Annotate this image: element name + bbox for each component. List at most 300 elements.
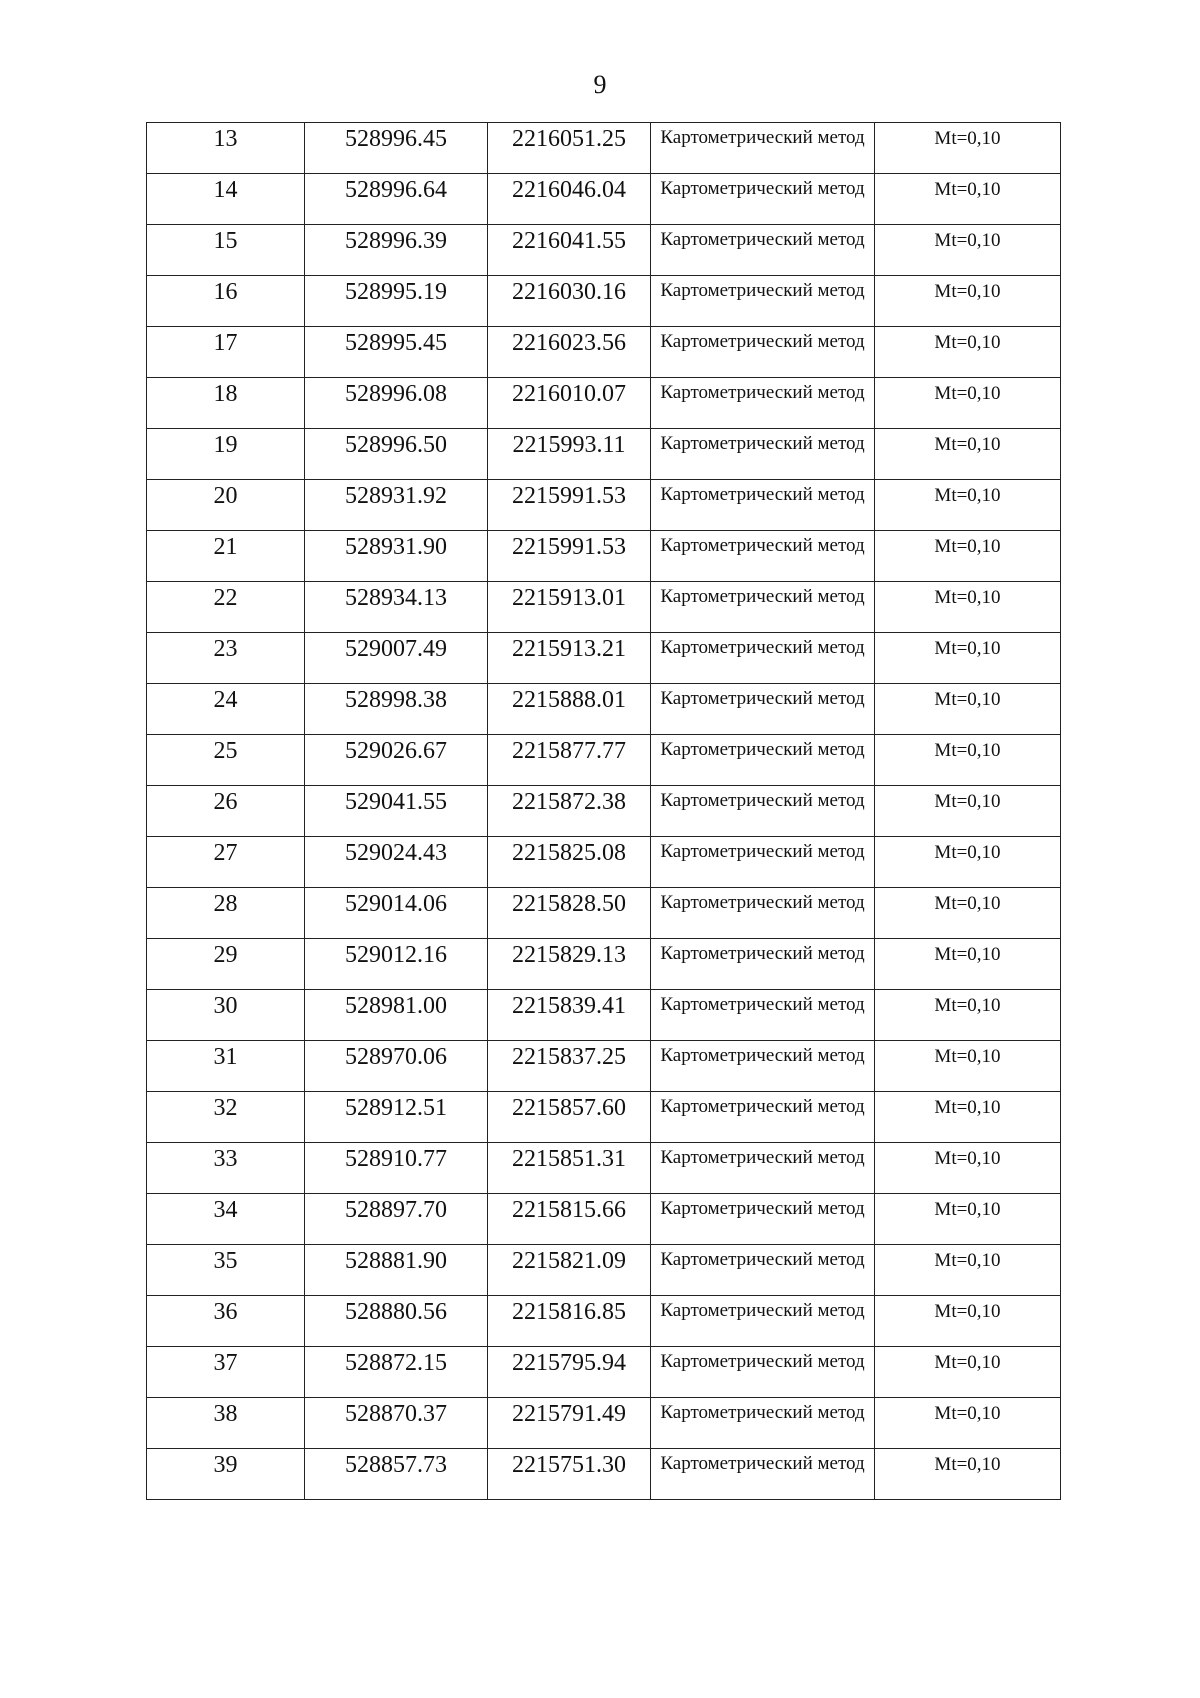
y-coordinate-cell <box>488 582 651 633</box>
point-number: 38 <box>213 1401 238 1427</box>
y-coordinate: 2215888.01 <box>512 687 626 713</box>
accuracy-value: Mt=0,10 <box>934 791 1001 812</box>
determination-method: Картометрический метод <box>660 1249 865 1270</box>
accuracy-value-cell <box>875 378 1061 429</box>
x-coordinate-cell <box>305 1143 488 1194</box>
accuracy-value: Mt=0,10 <box>934 332 1001 353</box>
accuracy-value-cell <box>875 429 1061 480</box>
table-row <box>147 1245 1061 1296</box>
accuracy-value-cell <box>875 888 1061 939</box>
accuracy-value-cell <box>875 1245 1061 1296</box>
point-number: 14 <box>213 177 238 203</box>
x-coordinate: 529014.06 <box>345 891 447 917</box>
point-number: 39 <box>213 1452 238 1478</box>
y-coordinate: 2216051.25 <box>512 126 626 152</box>
table-row <box>147 531 1061 582</box>
table-row <box>147 990 1061 1041</box>
x-coordinate: 529024.43 <box>345 840 447 866</box>
y-coordinate: 2216023.56 <box>512 330 626 356</box>
point-number: 18 <box>213 381 238 407</box>
table-row <box>147 1041 1061 1092</box>
x-coordinate: 528912.51 <box>345 1095 447 1121</box>
determination-method: Картометрический метод <box>660 586 865 607</box>
y-coordinate: 2215993.11 <box>512 432 626 458</box>
point-number-cell <box>147 888 305 939</box>
y-coordinate: 2215991.53 <box>512 483 626 509</box>
x-coordinate-cell <box>305 1347 488 1398</box>
point-number: 25 <box>213 738 238 764</box>
x-coordinate: 529012.16 <box>345 942 447 968</box>
accuracy-value: Mt=0,10 <box>934 230 1001 251</box>
y-coordinate: 2215991.53 <box>512 534 626 560</box>
x-coordinate-cell <box>305 1296 488 1347</box>
determination-method: Картометрический метод <box>660 484 865 505</box>
determination-method-cell <box>651 276 875 327</box>
y-coordinate: 2216041.55 <box>512 228 626 254</box>
determination-method: Картометрический метод <box>660 892 865 913</box>
point-number-cell <box>147 531 305 582</box>
determination-method-cell <box>651 582 875 633</box>
y-coordinate: 2215751.30 <box>512 1452 626 1478</box>
determination-method-cell <box>651 174 875 225</box>
table-row <box>147 837 1061 888</box>
x-coordinate: 528996.45 <box>345 126 447 152</box>
x-coordinate-cell <box>305 1449 488 1500</box>
accuracy-value-cell <box>875 225 1061 276</box>
determination-method-cell <box>651 939 875 990</box>
accuracy-value: Mt=0,10 <box>934 1250 1001 1271</box>
point-number: 13 <box>213 126 238 152</box>
table-row <box>147 1347 1061 1398</box>
point-number: 31 <box>213 1044 238 1070</box>
y-coordinate-cell <box>488 1245 651 1296</box>
point-number: 22 <box>213 585 238 611</box>
accuracy-value-cell <box>875 582 1061 633</box>
point-number-cell <box>147 990 305 1041</box>
determination-method-cell <box>651 786 875 837</box>
point-number-cell <box>147 1041 305 1092</box>
x-coordinate-cell <box>305 1245 488 1296</box>
determination-method: Картометрический метод <box>660 1300 865 1321</box>
x-coordinate-cell <box>305 1092 488 1143</box>
point-number: 19 <box>213 432 238 458</box>
determination-method-cell <box>651 1194 875 1245</box>
x-coordinate-cell <box>305 429 488 480</box>
x-coordinate: 529041.55 <box>345 789 447 815</box>
determination-method: Картометрический метод <box>660 535 865 556</box>
y-coordinate: 2215913.01 <box>512 585 626 611</box>
x-coordinate: 528931.92 <box>345 483 447 509</box>
x-coordinate-cell <box>305 633 488 684</box>
accuracy-value-cell <box>875 1449 1061 1500</box>
y-coordinate-cell <box>488 429 651 480</box>
x-coordinate-cell <box>305 1398 488 1449</box>
y-coordinate-cell <box>488 888 651 939</box>
y-coordinate: 2215825.08 <box>512 840 626 866</box>
accuracy-value: Mt=0,10 <box>934 1454 1001 1475</box>
accuracy-value-cell <box>875 174 1061 225</box>
point-number: 30 <box>213 993 238 1019</box>
point-number-cell <box>147 429 305 480</box>
y-coordinate: 2215795.94 <box>512 1350 626 1376</box>
point-number: 24 <box>213 687 238 713</box>
determination-method: Картометрический метод <box>660 229 865 250</box>
point-number: 21 <box>213 534 238 560</box>
determination-method-cell <box>651 1449 875 1500</box>
determination-method-cell <box>651 1296 875 1347</box>
accuracy-value: Mt=0,10 <box>934 740 1001 761</box>
point-number-cell <box>147 939 305 990</box>
point-number-cell <box>147 123 305 174</box>
accuracy-value-cell <box>875 327 1061 378</box>
table-row <box>147 123 1061 174</box>
x-coordinate-cell <box>305 990 488 1041</box>
point-number: 35 <box>213 1248 238 1274</box>
determination-method-cell <box>651 684 875 735</box>
determination-method: Картометрический метод <box>660 1045 865 1066</box>
y-coordinate: 2215829.13 <box>512 942 626 968</box>
accuracy-value: Mt=0,10 <box>934 1352 1001 1373</box>
accuracy-value: Mt=0,10 <box>934 281 1001 302</box>
point-number-cell <box>147 378 305 429</box>
x-coordinate: 528995.19 <box>345 279 447 305</box>
accuracy-value: Mt=0,10 <box>934 638 1001 659</box>
y-coordinate-cell <box>488 531 651 582</box>
x-coordinate-cell <box>305 174 488 225</box>
x-coordinate: 528970.06 <box>345 1044 447 1070</box>
point-number-cell <box>147 225 305 276</box>
accuracy-value: Mt=0,10 <box>934 128 1001 149</box>
x-coordinate: 528996.39 <box>345 228 447 254</box>
y-coordinate-cell <box>488 327 651 378</box>
y-coordinate-cell <box>488 990 651 1041</box>
accuracy-value-cell <box>875 531 1061 582</box>
accuracy-value-cell <box>875 1194 1061 1245</box>
x-coordinate: 528995.45 <box>345 330 447 356</box>
determination-method-cell <box>651 225 875 276</box>
point-number-cell <box>147 327 305 378</box>
y-coordinate-cell <box>488 1347 651 1398</box>
determination-method-cell <box>651 123 875 174</box>
accuracy-value: Mt=0,10 <box>934 944 1001 965</box>
accuracy-value: Mt=0,10 <box>934 1403 1001 1424</box>
determination-method-cell <box>651 888 875 939</box>
table-row <box>147 1143 1061 1194</box>
determination-method-cell <box>651 633 875 684</box>
y-coordinate: 2215837.25 <box>512 1044 626 1070</box>
accuracy-value-cell <box>875 123 1061 174</box>
y-coordinate-cell <box>488 1194 651 1245</box>
x-coordinate: 528998.38 <box>345 687 447 713</box>
x-coordinate: 528996.50 <box>345 432 447 458</box>
y-coordinate: 2215913.21 <box>512 636 626 662</box>
point-number: 32 <box>213 1095 238 1121</box>
y-coordinate-cell <box>488 480 651 531</box>
accuracy-value-cell <box>875 684 1061 735</box>
point-number: 37 <box>213 1350 238 1376</box>
point-number-cell <box>147 786 305 837</box>
x-coordinate-cell <box>305 225 488 276</box>
x-coordinate: 528880.56 <box>345 1299 447 1325</box>
determination-method: Картометрический метод <box>660 994 865 1015</box>
table-row <box>147 1398 1061 1449</box>
determination-method: Картометрический метод <box>660 1198 865 1219</box>
x-coordinate: 528910.77 <box>345 1146 447 1172</box>
table-row <box>147 888 1061 939</box>
determination-method-cell <box>651 990 875 1041</box>
y-coordinate-cell <box>488 1041 651 1092</box>
x-coordinate: 528996.08 <box>345 381 447 407</box>
determination-method: Картометрический метод <box>660 637 865 658</box>
point-number: 33 <box>213 1146 238 1172</box>
determination-method: Картометрический метод <box>660 1147 865 1168</box>
accuracy-value: Mt=0,10 <box>934 485 1001 506</box>
determination-method: Картометрический метод <box>660 790 865 811</box>
table-row <box>147 174 1061 225</box>
x-coordinate: 529007.49 <box>345 636 447 662</box>
accuracy-value-cell <box>875 990 1061 1041</box>
accuracy-value-cell <box>875 939 1061 990</box>
accuracy-value: Mt=0,10 <box>934 383 1001 404</box>
x-coordinate-cell <box>305 123 488 174</box>
point-number-cell <box>147 837 305 888</box>
point-number-cell <box>147 582 305 633</box>
determination-method-cell <box>651 1347 875 1398</box>
determination-method: Картометрический метод <box>660 280 865 301</box>
x-coordinate: 528872.15 <box>345 1350 447 1376</box>
determination-method-cell <box>651 531 875 582</box>
determination-method-cell <box>651 1245 875 1296</box>
y-coordinate: 2215857.60 <box>512 1095 626 1121</box>
accuracy-value: Mt=0,10 <box>934 1199 1001 1220</box>
determination-method-cell <box>651 1398 875 1449</box>
y-coordinate-cell <box>488 123 651 174</box>
y-coordinate: 2215816.85 <box>512 1299 626 1325</box>
determination-method: Картометрический метод <box>660 433 865 454</box>
y-coordinate: 2215877.77 <box>512 738 626 764</box>
table-row <box>147 582 1061 633</box>
determination-method-cell <box>651 1041 875 1092</box>
x-coordinate-cell <box>305 582 488 633</box>
table-row <box>147 276 1061 327</box>
determination-method: Картометрический метод <box>660 127 865 148</box>
table-row <box>147 429 1061 480</box>
determination-method-cell <box>651 735 875 786</box>
accuracy-value: Mt=0,10 <box>934 689 1001 710</box>
y-coordinate: 2215851.31 <box>512 1146 626 1172</box>
accuracy-value-cell <box>875 633 1061 684</box>
determination-method: Картометрический метод <box>660 1351 865 1372</box>
table-row <box>147 684 1061 735</box>
y-coordinate-cell <box>488 174 651 225</box>
x-coordinate: 529026.67 <box>345 738 447 764</box>
accuracy-value: Mt=0,10 <box>934 587 1001 608</box>
table-row <box>147 327 1061 378</box>
coordinates-table-body <box>147 123 1061 1500</box>
point-number: 20 <box>213 483 238 509</box>
determination-method: Картометрический метод <box>660 1402 865 1423</box>
y-coordinate-cell <box>488 633 651 684</box>
table-row <box>147 939 1061 990</box>
point-number-cell <box>147 276 305 327</box>
y-coordinate-cell <box>488 786 651 837</box>
y-coordinate: 2215872.38 <box>512 789 626 815</box>
point-number-cell <box>147 1398 305 1449</box>
x-coordinate-cell <box>305 1194 488 1245</box>
x-coordinate-cell <box>305 531 488 582</box>
determination-method: Картометрический метод <box>660 1453 865 1474</box>
y-coordinate-cell <box>488 1143 651 1194</box>
x-coordinate-cell <box>305 939 488 990</box>
y-coordinate-cell <box>488 225 651 276</box>
x-coordinate-cell <box>305 735 488 786</box>
determination-method: Картометрический метод <box>660 739 865 760</box>
determination-method: Картометрический метод <box>660 331 865 352</box>
page-number: 9 <box>593 70 607 99</box>
x-coordinate-cell <box>305 276 488 327</box>
y-coordinate-cell <box>488 735 651 786</box>
accuracy-value-cell <box>875 837 1061 888</box>
point-number: 15 <box>213 228 238 254</box>
accuracy-value-cell <box>875 1398 1061 1449</box>
y-coordinate: 2216046.04 <box>512 177 626 203</box>
x-coordinate: 528897.70 <box>345 1197 447 1223</box>
table-row <box>147 1296 1061 1347</box>
point-number-cell <box>147 1449 305 1500</box>
x-coordinate-cell <box>305 1041 488 1092</box>
accuracy-value: Mt=0,10 <box>934 1097 1001 1118</box>
point-number-cell <box>147 735 305 786</box>
point-number-cell <box>147 1194 305 1245</box>
determination-method: Картометрический метод <box>660 688 865 709</box>
determination-method-cell <box>651 327 875 378</box>
y-coordinate-cell <box>488 939 651 990</box>
determination-method: Картометрический метод <box>660 178 865 199</box>
point-number-cell <box>147 684 305 735</box>
accuracy-value-cell <box>875 1041 1061 1092</box>
accuracy-value-cell <box>875 1143 1061 1194</box>
y-coordinate-cell <box>488 1449 651 1500</box>
accuracy-value: Mt=0,10 <box>934 179 1001 200</box>
x-coordinate-cell <box>305 888 488 939</box>
x-coordinate: 528934.13 <box>345 585 447 611</box>
y-coordinate-cell <box>488 837 651 888</box>
point-number: 36 <box>213 1299 238 1325</box>
x-coordinate-cell <box>305 378 488 429</box>
x-coordinate-cell <box>305 837 488 888</box>
y-coordinate-cell <box>488 276 651 327</box>
accuracy-value: Mt=0,10 <box>934 995 1001 1016</box>
table-row <box>147 378 1061 429</box>
y-coordinate-cell <box>488 1398 651 1449</box>
table-row <box>147 1194 1061 1245</box>
x-coordinate: 528981.00 <box>345 993 447 1019</box>
point-number: 28 <box>213 891 238 917</box>
x-coordinate: 528931.90 <box>345 534 447 560</box>
point-number-cell <box>147 174 305 225</box>
determination-method-cell <box>651 378 875 429</box>
y-coordinate: 2215828.50 <box>512 891 626 917</box>
x-coordinate-cell <box>305 327 488 378</box>
determination-method: Картометрический метод <box>660 382 865 403</box>
x-coordinate: 528881.90 <box>345 1248 447 1274</box>
point-number-cell <box>147 633 305 684</box>
point-number: 34 <box>213 1197 238 1223</box>
point-number-cell <box>147 480 305 531</box>
x-coordinate: 528870.37 <box>345 1401 447 1427</box>
x-coordinate-cell <box>305 786 488 837</box>
determination-method: Картометрический метод <box>660 841 865 862</box>
point-number-cell <box>147 1296 305 1347</box>
accuracy-value: Mt=0,10 <box>934 842 1001 863</box>
accuracy-value-cell <box>875 276 1061 327</box>
x-coordinate-cell <box>305 480 488 531</box>
accuracy-value-cell <box>875 480 1061 531</box>
y-coordinate: 2215815.66 <box>512 1197 626 1223</box>
determination-method: Картометрический метод <box>660 1096 865 1117</box>
x-coordinate: 528996.64 <box>345 177 447 203</box>
y-coordinate-cell <box>488 378 651 429</box>
determination-method-cell <box>651 837 875 888</box>
accuracy-value-cell <box>875 1092 1061 1143</box>
point-number-cell <box>147 1143 305 1194</box>
table-row <box>147 633 1061 684</box>
accuracy-value: Mt=0,10 <box>934 1301 1001 1322</box>
determination-method-cell <box>651 1092 875 1143</box>
x-coordinate: 528857.73 <box>345 1452 447 1478</box>
table-row <box>147 480 1061 531</box>
table-row <box>147 735 1061 786</box>
coordinates-table <box>146 122 1061 1500</box>
accuracy-value-cell <box>875 735 1061 786</box>
point-number: 29 <box>213 942 238 968</box>
determination-method-cell <box>651 480 875 531</box>
accuracy-value-cell <box>875 1296 1061 1347</box>
determination-method-cell <box>651 429 875 480</box>
point-number-cell <box>147 1347 305 1398</box>
table-row <box>147 1092 1061 1143</box>
determination-method: Картометрический метод <box>660 943 865 964</box>
point-number: 26 <box>213 789 238 815</box>
y-coordinate: 2216010.07 <box>512 381 626 407</box>
y-coordinate-cell <box>488 684 651 735</box>
table-row <box>147 1449 1061 1500</box>
y-coordinate: 2215839.41 <box>512 993 626 1019</box>
point-number: 23 <box>213 636 238 662</box>
accuracy-value: Mt=0,10 <box>934 536 1001 557</box>
point-number-cell <box>147 1092 305 1143</box>
y-coordinate: 2216030.16 <box>512 279 626 305</box>
y-coordinate: 2215791.49 <box>512 1401 626 1427</box>
y-coordinate: 2215821.09 <box>512 1248 626 1274</box>
accuracy-value: Mt=0,10 <box>934 1148 1001 1169</box>
accuracy-value-cell <box>875 1347 1061 1398</box>
point-number: 16 <box>213 279 238 305</box>
accuracy-value-cell <box>875 786 1061 837</box>
y-coordinate-cell <box>488 1296 651 1347</box>
accuracy-value: Mt=0,10 <box>934 434 1001 455</box>
accuracy-value: Mt=0,10 <box>934 893 1001 914</box>
point-number: 27 <box>213 840 238 866</box>
point-number-cell <box>147 1245 305 1296</box>
determination-method-cell <box>651 1143 875 1194</box>
x-coordinate-cell <box>305 684 488 735</box>
point-number: 17 <box>213 330 238 356</box>
y-coordinate-cell <box>488 1092 651 1143</box>
table-row <box>147 786 1061 837</box>
table-row <box>147 225 1061 276</box>
accuracy-value: Mt=0,10 <box>934 1046 1001 1067</box>
